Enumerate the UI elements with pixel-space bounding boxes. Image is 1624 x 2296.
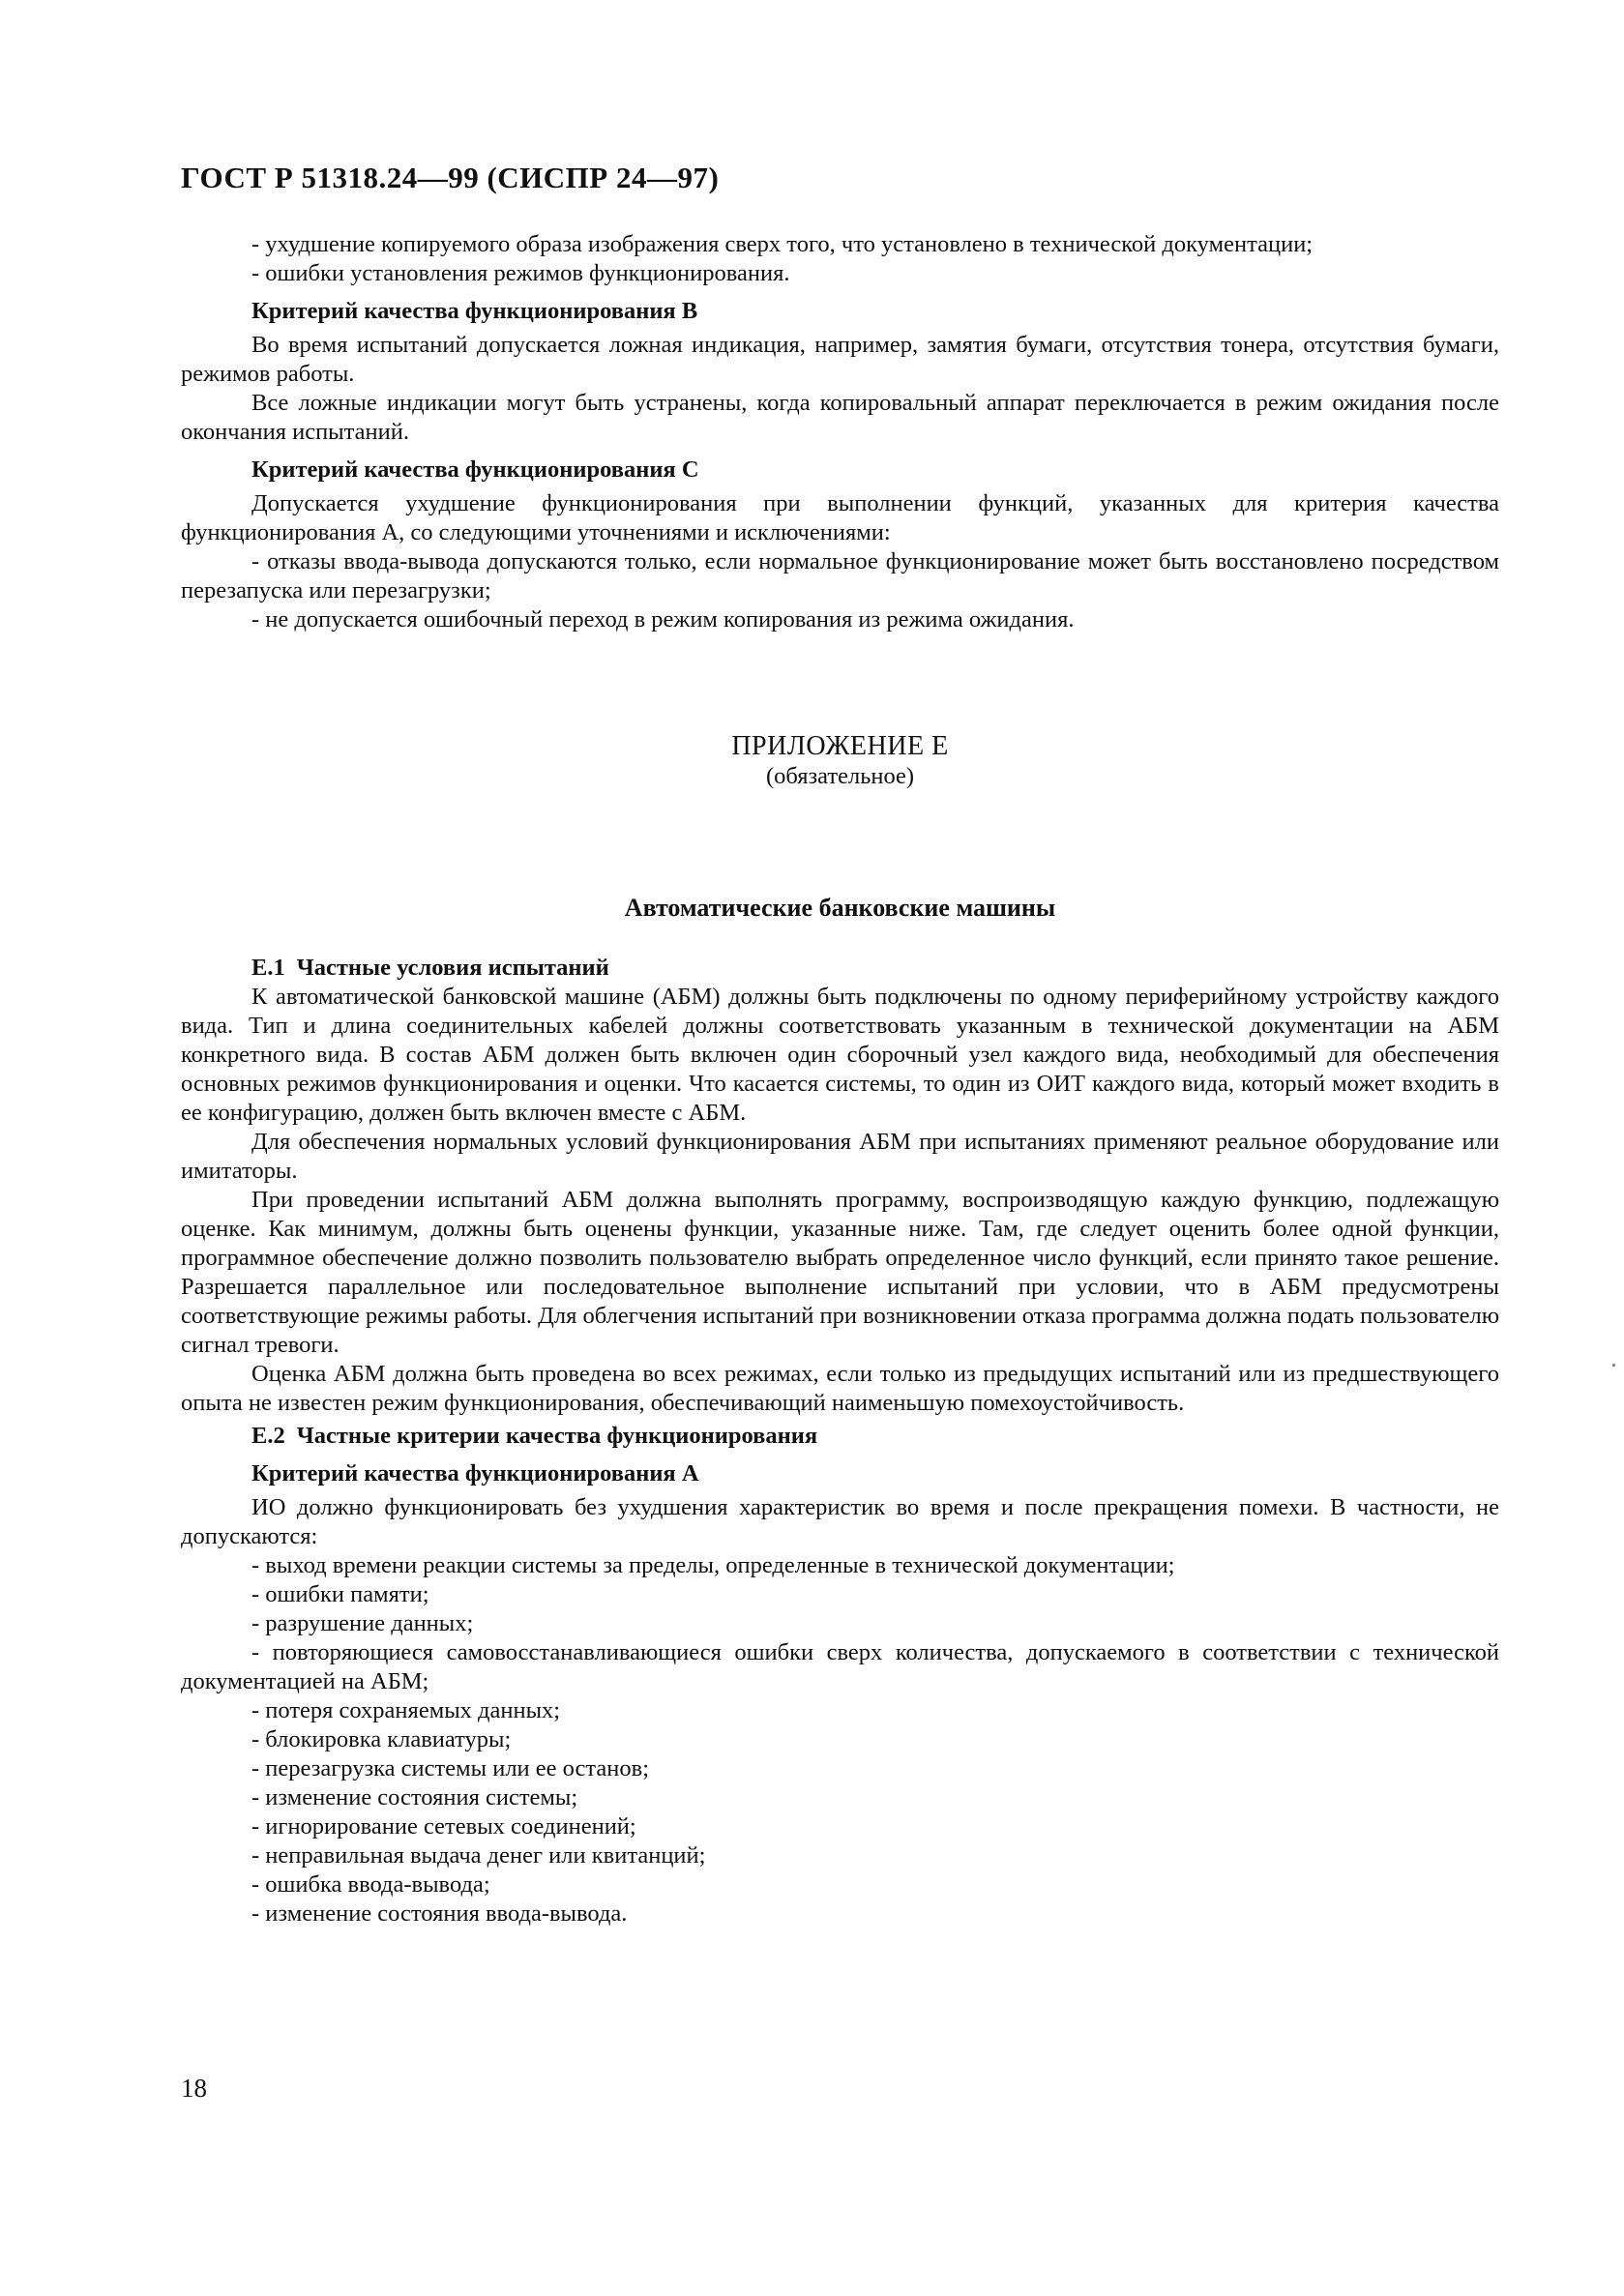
paragraph: К автоматической банковской машине (АБМ) должны быть подключены по одному периферийному устройству каждого вида. Тип и длина соединительных кабелей должны соответствовать указанным в технической документации на АБМ конкретного вида. В состав АБМ должен быть включен один сборочный узел каждого вида, необходимый для обеспечения основных режимов функционирования и оценки. Что касается системы, то один из ОИТ каждого вида, который может входить в ее конфигурацию, должен быть включен вместе с АБМ. bbox=[181, 984, 1499, 1126]
list-item: - ухудшение копируемого образа изображения сверх того, что установлено в технической документации; bbox=[251, 231, 1314, 257]
paragraph: Для обеспечения нормальных условий функционирования АБМ при испытаниях применяют реальное оборудование или имитаторы. bbox=[181, 1129, 1499, 1184]
section-number: Е.2 bbox=[251, 1423, 285, 1449]
list-item: - изменение состояния системы; bbox=[251, 1784, 578, 1810]
list-item: - ошибка ввода-вывода; bbox=[251, 1871, 490, 1898]
section-e2-heading bbox=[181, 1422, 1499, 1451]
scan-speck bbox=[1612, 1364, 1615, 1367]
page-content bbox=[181, 230, 1499, 1928]
section-number: Е.1 bbox=[251, 955, 285, 981]
paragraph: Допускается ухудшение функционирования при выполнении функций, указанных для критерия качества функционирования А, со следующими уточнениями и исключениями: bbox=[181, 490, 1499, 545]
list-item: - неправильная выдача денег или квитанций; bbox=[251, 1842, 706, 1869]
page-number: 18 bbox=[181, 2074, 207, 2103]
paragraph: При проведении испытаний АБМ должна выполнять программу, воспроизводящую каждую функцию, подлежащую оценке. Как минимум, должны быть оценены функции, указанные ниже. Там, где следует оценить более одной функции, программное обеспечение должно позволить пользователю выбрать определенное число функций, если принято такое решение. Разрешается параллельное или последовательное выполнение испытаний при условии, что в АБМ предусмотрены соответствующие режимы работы. Для облегчения испытаний при возникновении отказа программа должна подать пользователю сигнал тревоги. bbox=[181, 1187, 1499, 1358]
list-item: - потеря сохраняемых данных; bbox=[251, 1697, 561, 1723]
list-item: - выход времени реакции системы за пределы, определенные в технической документации; bbox=[251, 1552, 1175, 1578]
list-item: - разрушение данных; bbox=[251, 1610, 474, 1636]
criterion-a-title: Критерий качества функционирования А bbox=[251, 1460, 699, 1487]
list-item: - повторяющиеся самовосстанавливающиеся ошибки сверх количества, допускаемого в соответствии с технической документацией на АБМ; bbox=[181, 1639, 1499, 1694]
section-e1-heading bbox=[181, 954, 1499, 983]
list-item: - блокировка клавиатуры; bbox=[251, 1726, 512, 1752]
page-header: ГОСТ Р 51318.24—99 (СИСПР 24—97) bbox=[181, 161, 720, 194]
list-item: - ошибки установления режимов функционирования. bbox=[251, 260, 790, 286]
list-item: - не допускается ошибочный переход в режим копирования из режима ожидания. bbox=[251, 606, 1075, 633]
paragraph: Все ложные индикации могут быть устранены, когда копировальный аппарат переключается в режим ожидания после окончания испытаний. bbox=[181, 390, 1499, 445]
section-title: Частные условия испытаний bbox=[296, 955, 609, 981]
list-item: - изменение состояния ввода-вывода. bbox=[251, 1900, 628, 1927]
section-title: Частные критерии качества функционирования bbox=[296, 1423, 818, 1449]
paragraph: Во время испытаний допускается ложная индикация, например, замятия бумаги, отсутствия тонера, отсутствия бумаги, режимов работы. bbox=[181, 332, 1499, 387]
paragraph: Оценка АБМ должна быть проведена во всех режимах, если только из предыдущих испытаний или из предшествующего опыта не известен режим функционирования, обеспечивающий наименьшую помехоустойчивость. bbox=[181, 1361, 1499, 1416]
list-item: - игнорирование сетевых соединений; bbox=[251, 1813, 636, 1840]
list-item: - ошибки памяти; bbox=[251, 1581, 429, 1607]
appendix-subtitle: (обязательное) bbox=[765, 763, 915, 789]
appendix-heading: Автоматические банковские машины bbox=[624, 894, 1056, 922]
list-item: - перезагрузка системы или ее останов; bbox=[251, 1755, 650, 1781]
appendix-title: ПРИЛОЖЕНИЕ Е bbox=[731, 731, 949, 761]
paragraph: ИО должно функционировать без ухудшения характеристик во время и после прекращения помехи. В частности, не допускаются: bbox=[181, 1494, 1499, 1549]
criterion-b-title: Критерий качества функционирования В bbox=[251, 298, 698, 324]
criterion-c-title: Критерий качества функционирования С bbox=[251, 456, 699, 483]
list-item: - отказы ввода-вывода допускаются только, если нормальное функционирование может быть восстановлено посредством перезапуска или перезагрузки; bbox=[181, 548, 1499, 603]
